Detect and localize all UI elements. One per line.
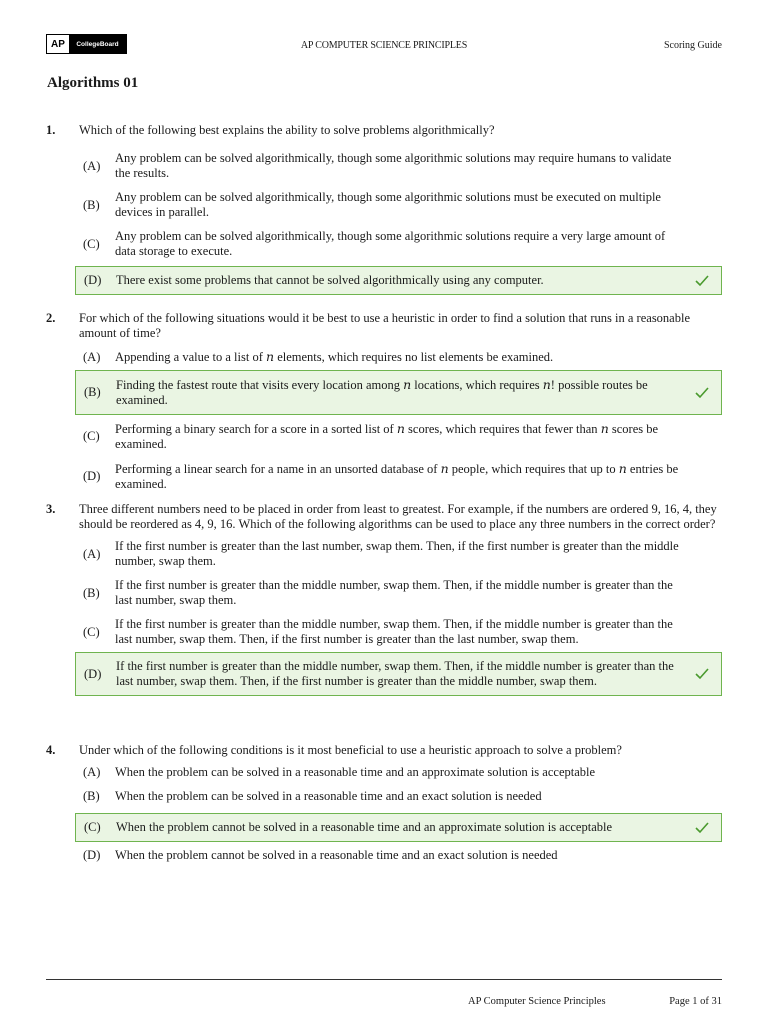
question-number: 3. [46,502,56,516]
question-text: Under which of the following conditions is it most beneficial to use a heuristic approach to solve a problem? [79,743,622,757]
choice-3a[interactable] [75,536,722,572]
choice-2d[interactable] [75,458,722,495]
header-course-title: AP COMPUTER SCIENCE PRINCIPLES [300,40,468,51]
choice-letter: (D) [84,273,102,287]
choice-3b[interactable] [75,575,722,611]
choice-letter: (C) [83,624,100,639]
choice-text: Performing a linear search for a name in an unsorted database of n people, which requires that up to n entries be examined. [115,461,679,491]
checkmark-icon [695,822,709,834]
choice-2b-correct[interactable] [75,370,722,415]
choice-2c[interactable] [75,418,722,455]
choice-text: When the problem cannot be solved in a reasonable time and an exact solution is needed [115,847,558,862]
choice-1b[interactable] [75,187,722,223]
choice-text: When the problem can be solved in a reasonable time and an approximate solution is acceptable [115,764,596,779]
choice-text: Any problem can be solved algorithmically, though some algorithmic solutions require a very large amount of data storage to execute. [115,229,666,258]
choice-letter: (D) [83,847,101,862]
choice-text: If the first number is greater than the middle number, swap them. Then, if the middle number is greater than the last number, swap them. [115,578,673,607]
choice-text: Performing a binary search for a score in a sorted list of n scores, which requires that fewer than n scores be examined. [115,421,659,451]
question-2 [46,311,722,495]
choice-text: When the problem cannot be solved in a reasonable time and an approximate solution is acceptable [116,820,613,834]
choice-1d-correct[interactable] [75,266,722,295]
choice-letter: (B) [83,197,100,212]
choice-letter: (A) [83,158,101,173]
header-doc-type: Scoring Guide [663,40,722,51]
logo-brand: CollegeBoard [69,35,126,53]
question-number: 4. [46,743,56,757]
choice-letter: (B) [83,788,100,803]
choice-letter: (C) [83,236,100,251]
choice-text: When the problem can be solved in a reasonable time and an exact solution is needed [115,788,542,803]
choice-3d-correct[interactable] [75,652,722,696]
question-number: 1. [46,123,56,137]
question-3 [46,502,722,696]
choice-letter: (A) [83,546,101,561]
question-text: Which of the following best explains the ability to solve problems algorithmically? [79,123,495,137]
choice-4d[interactable] [75,843,722,867]
choice-letter: (D) [84,666,102,681]
choice-2a[interactable] [75,345,722,369]
choice-1a[interactable] [75,148,722,184]
page-number: Page 1 of 31 [669,996,722,1007]
choice-1c[interactable] [75,226,722,262]
choice-letter: (C) [83,429,100,443]
checkmark-icon [695,275,709,287]
choice-text: Appending a value to a list of n elements, which requires no list elements be examined. [115,349,554,364]
footer-divider [46,979,722,980]
choice-text: If the first number is greater than the middle number, swap them. Then, if the middle number is greater than the last number, swap them. Then, if the first number is greater than the middle number, swap them. [116,659,674,688]
logo-ap: AP [47,35,69,53]
question-4 [46,743,722,867]
choice-text: If the first number is greater than the middle number, swap them. Then, if the middle number is greater than the last number, swap them. Then, if the first number is greater than the last number, swap them. [115,617,673,646]
choice-letter: (B) [84,385,101,399]
question-text: For which of the following situations would it be best to use a heuristic in order to find a solution that runs in a reasonable amount of time? [79,311,690,340]
footer-course: AP Computer Science Principles [468,996,606,1007]
question-text: Three different numbers need to be placed in order from least to greatest. For example, if the numbers are ordered 9, 16, 4, they should be reordered as 4, 9, 16. Which of the following algorithms can be used to place any three numbers in the correct order? [79,502,717,531]
choice-letter: (B) [83,585,100,600]
page-title: Algorithms 01 [47,75,139,91]
choice-letter: (A) [83,349,101,364]
page-header [46,34,722,54]
choice-letter: (A) [83,764,101,779]
choice-text: Any problem can be solved algorithmically, though some algorithmic solutions may require humans to validate the results. [115,151,672,180]
choice-4c-correct[interactable] [75,813,722,842]
choice-letter: (C) [84,820,101,834]
choice-3c[interactable] [75,614,722,650]
choice-text: Any problem can be solved algorithmically, though some algorithmic solutions must be executed on multiple devices in parallel. [115,190,661,219]
choice-4b[interactable] [75,784,722,808]
choice-text: There exist some problems that cannot be solved algorithmically using any computer. [116,273,544,287]
question-1 [46,123,722,295]
choice-4a[interactable] [75,760,722,784]
checkmark-icon [695,668,709,680]
question-number: 2. [46,311,56,325]
choice-text: Finding the fastest route that visits every location among n locations, which requires n! possible routes be examined. [116,377,648,407]
checkmark-icon [695,387,709,399]
choice-text: If the first number is greater than the last number, swap them. Then, if the first number is greater than the middle number, swap them. [115,539,679,568]
choice-letter: (D) [83,469,101,483]
